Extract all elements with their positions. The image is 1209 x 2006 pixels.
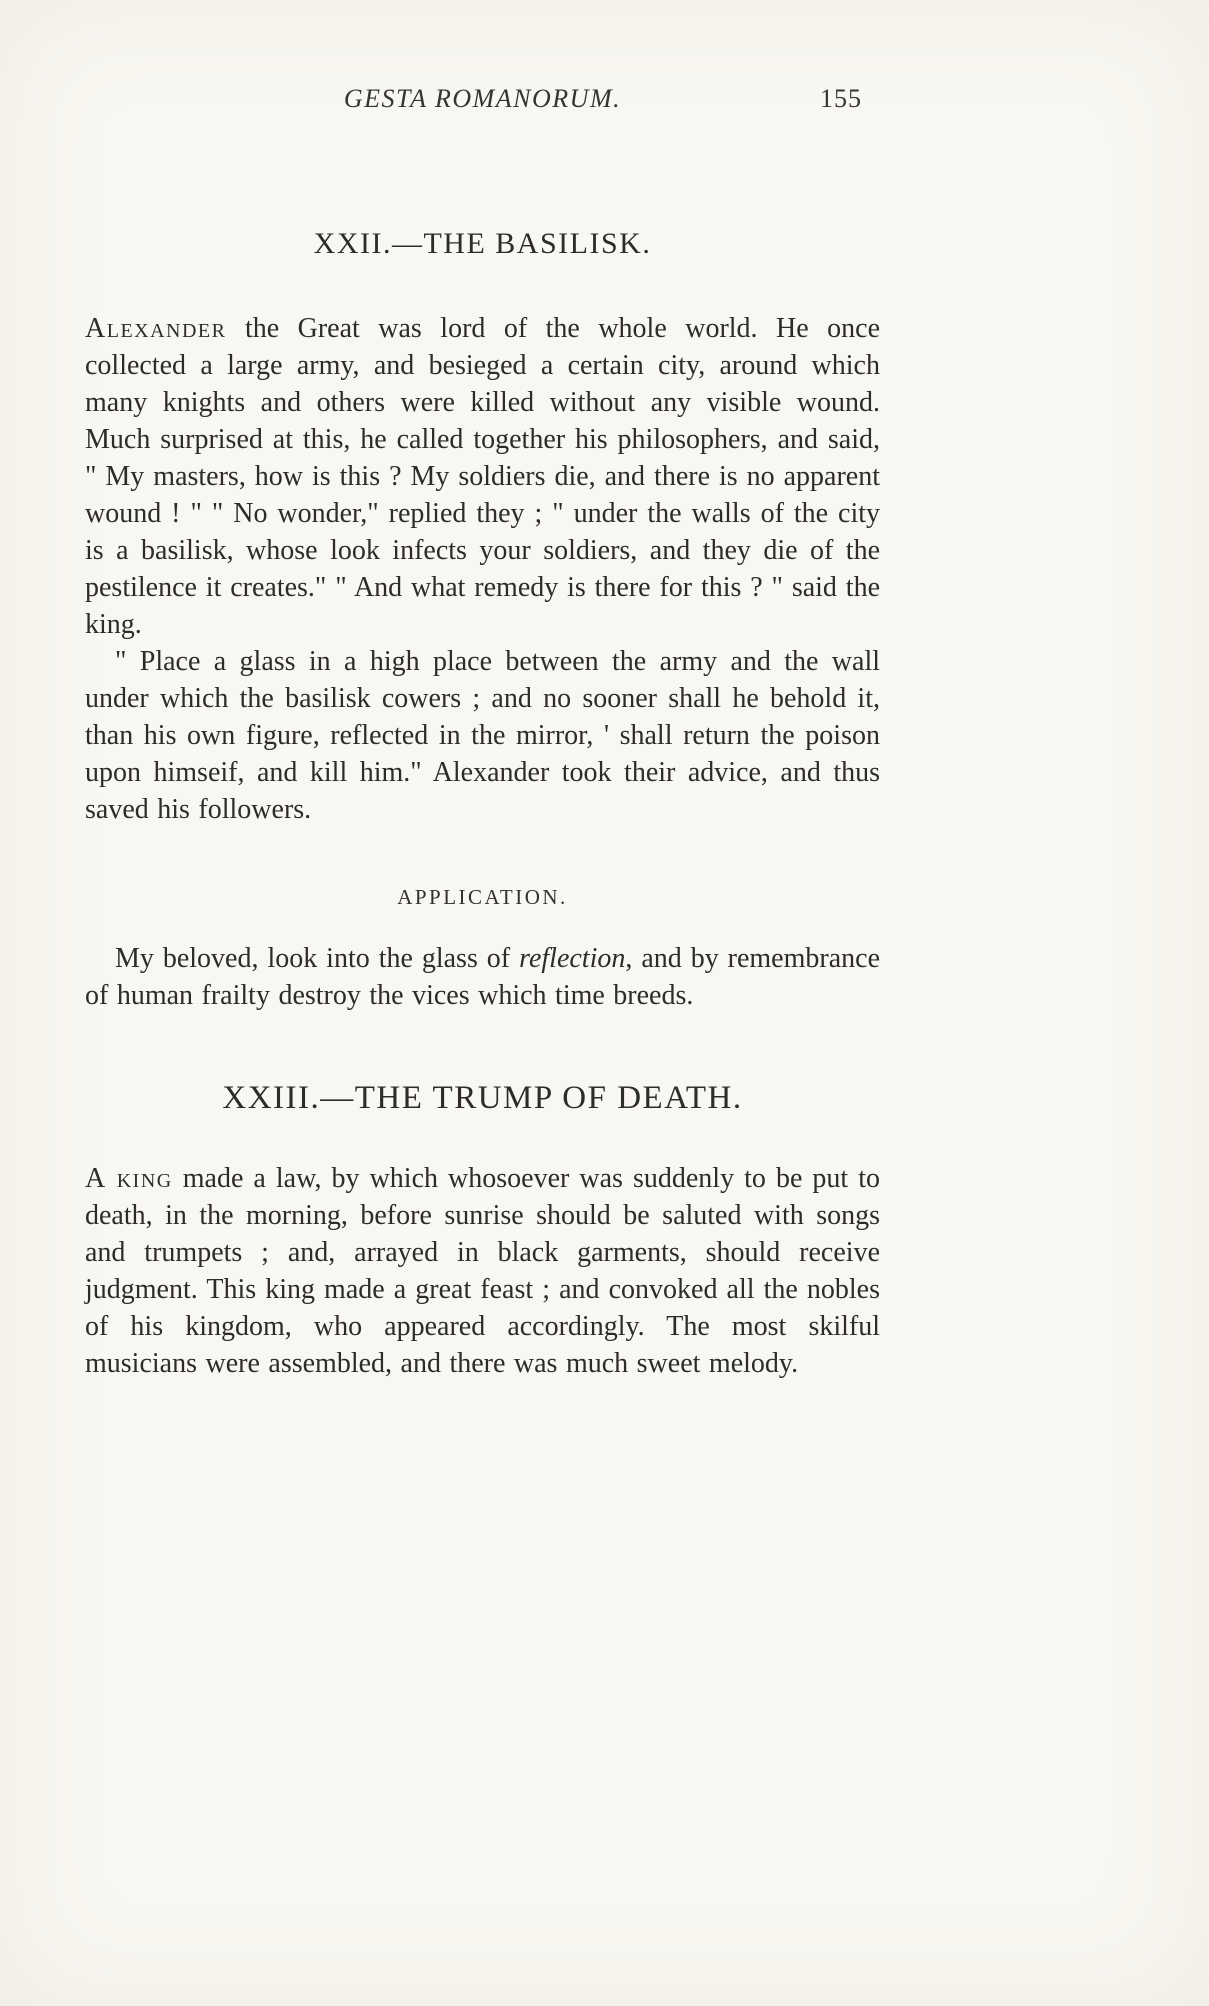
italic-word-reflection: reflection bbox=[519, 943, 626, 974]
chapter-23-paragraph bbox=[85, 1160, 880, 1382]
lead-word-alexander: Alexander bbox=[85, 313, 227, 344]
lead-word-a-king: A king bbox=[85, 1163, 173, 1194]
chapter-22-paragraph-2: " Place a glass in a high place between the army and the wall under which the basilisk cowers ; and no sooner shall he behold it, than his own figure, reflected in the mirror, ' shall return the poison upon himseif, and kill him." Alexander took their advice, and thus saved his followers. bbox=[85, 646, 880, 825]
chapter-22-heading: XXII.—THE BASILISK. bbox=[313, 227, 652, 260]
page-header bbox=[85, 82, 880, 116]
chapter-22-paragraph-1 bbox=[85, 310, 880, 643]
application-heading: APPLICATION. bbox=[397, 885, 568, 909]
paragraph-text: made a law, by which whosoever was suddenly to be put to death, in the morning, before sunrise should be saluted with songs and trumpets ; and, arrayed in black garments, should receive judgment. This king made a great feast ; and convoked all the nobles of his kingdom, who appeared accordingly. The most skilful musicians were assembled, and there was much sweet melody. bbox=[85, 1163, 881, 1379]
page-number: 155 bbox=[820, 84, 862, 113]
chapter-23-heading: XXIII.—THE TRUMP OF DEATH. bbox=[222, 1080, 743, 1116]
application-paragraph bbox=[85, 940, 880, 1014]
paragraph-text: My beloved, look into the glass of bbox=[115, 943, 520, 974]
paragraph-text: , and by remembrance of human frailty destroy the vices which time breeds. bbox=[85, 943, 880, 1011]
running-title: GESTA ROMANORUM. bbox=[343, 84, 622, 113]
paragraph-text: the Great was lord of the whole world. He once collected a large army, and besieged a certain city, around which many knights and others were killed without any visible wound. Much surprised at this, he called together his philosophers, and said, " My masters, how is this ? My soldiers die, and there is no apparent wound ! " " No wonder," replied they ; " under the walls of the city is a basilisk, whose look infects your soldiers, and they die of the pestilence it creates." " And what remedy is there for this ? " said the king. bbox=[85, 313, 880, 640]
